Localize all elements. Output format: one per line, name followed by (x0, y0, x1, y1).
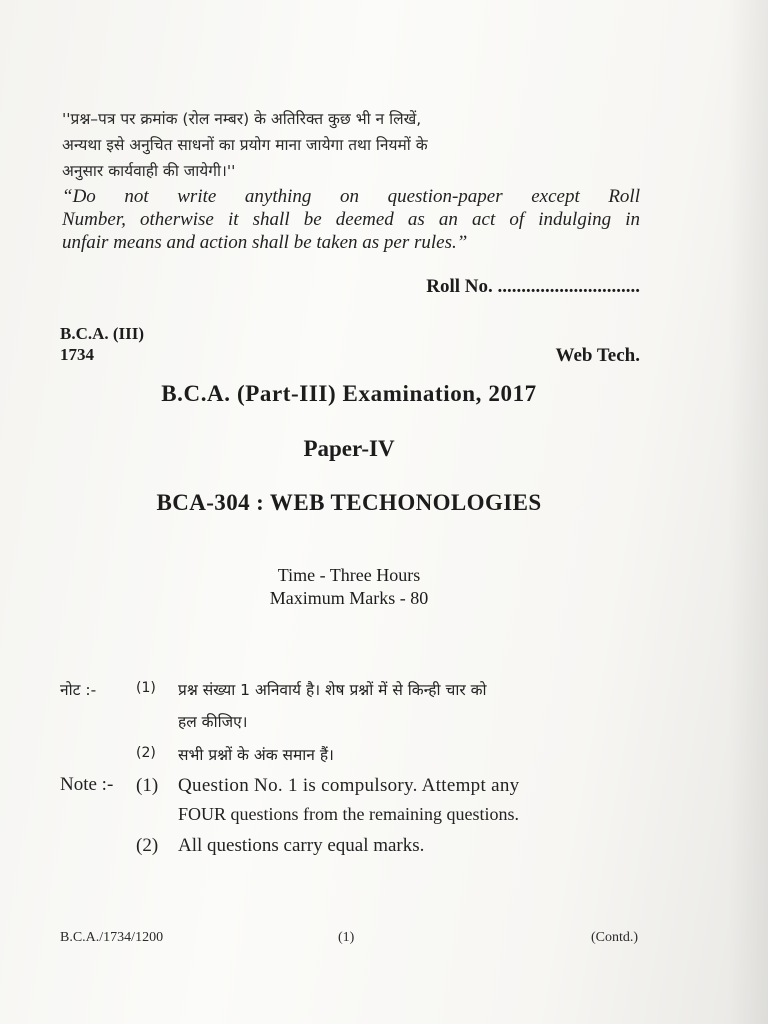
note-english-label: Note :- (60, 774, 114, 795)
note-english-item-1-line-2: FOUR questions from the remaining questions. (178, 804, 519, 824)
exam-title: B.C.A. (Part-III) Examination, 2017 (161, 381, 537, 406)
warning-hindi-line-3: अनुसार कार्यवाही की जायेगी।'' (62, 162, 236, 180)
paper-number: 1734 (60, 345, 94, 364)
note-english-item-1-number: (1) (136, 775, 159, 796)
warning-hindi-line-2: अन्यथा इसे अनुचित साधनों का प्रयोग माना जायेगा तथा नियमों के (62, 136, 428, 154)
warning-hindi-line-1: ''प्रश्न–पत्र पर क्रमांक (रोल नम्बर) के अतिरिक्त कुछ भी न लिखें, (62, 110, 422, 128)
note-hindi-item-2-line-1: सभी प्रश्नों के अंक समान हैं। (178, 746, 334, 764)
footer-paper-code: B.C.A./1734/1200 (60, 930, 164, 945)
course-code: B.C.A. (III) (60, 324, 145, 343)
note-english-item-2-line-1: All questions carry equal marks. (178, 835, 425, 856)
note-hindi-item-2-number: (2) (136, 745, 156, 761)
paper-label: Paper-IV (303, 436, 395, 461)
note-hindi-label: नोट :- (60, 681, 97, 699)
roll-number-field: Roll No. .............................. (426, 276, 640, 297)
maximum-marks: Maximum Marks - 80 (269, 588, 429, 608)
footer-continued: (Contd.) (590, 930, 638, 945)
exam-duration: Time - Three Hours (277, 565, 421, 585)
warning-english-line-3: unfair means and action shall be taken as per rules.” (62, 232, 468, 253)
subject-short-name: Web Tech. (555, 345, 640, 366)
note-english-item-1-line-1: Question No. 1 is compulsory. Attempt any (178, 775, 520, 796)
footer-page-number: (1) (338, 930, 355, 945)
note-hindi-item-1-line-1: प्रश्न संख्या 1 अनिवार्य है। शेष प्रश्नों में से किन्ही चार को (178, 681, 487, 699)
note-english-item-2-number: (2) (136, 835, 159, 856)
warning-english-line-1: “Do not write anything on question-paper except Roll (62, 186, 640, 207)
subject-title: BCA-304 : WEB TECHONOLOGIES (156, 490, 542, 515)
note-hindi-item-1-line-2: हल कीजिए। (178, 713, 248, 731)
warning-english-line-2: Number, otherwise it shall be deemed as an act of indulging in (62, 209, 640, 230)
note-hindi-item-1-number: (1) (136, 680, 156, 696)
page-edge-shadow (728, 0, 768, 1024)
